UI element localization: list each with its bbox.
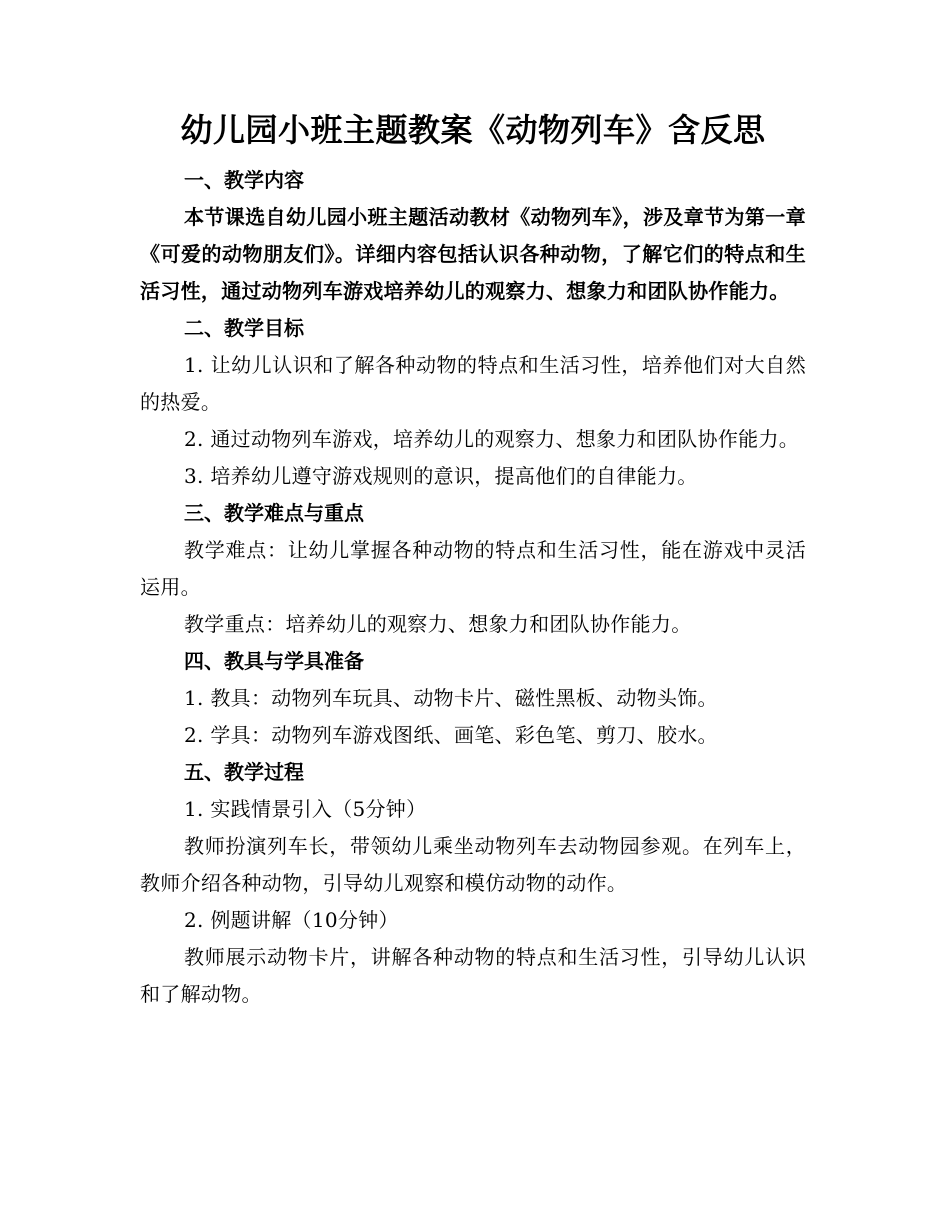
paragraph: 1. 让幼儿认识和了解各种动物的特点和生活习性，培养他们对大自然的热爱。 bbox=[140, 353, 806, 414]
paragraph: 教学重点：培养幼儿的观察力、想象力和团队协作能力。 bbox=[184, 612, 692, 636]
document-page bbox=[140, 108, 806, 1013]
paragraph: 3. 培养幼儿遵守游戏规则的意识，提高他们的自律能力。 bbox=[184, 464, 698, 488]
section-heading: 一、教学内容 bbox=[184, 168, 304, 192]
paragraph: 教师展示动物卡片，讲解各种动物的特点和生活习性，引导幼儿认识和了解动物。 bbox=[140, 945, 806, 1006]
paragraph: 1. 教具：动物列车玩具、动物卡片、磁性黑板、动物头饰。 bbox=[184, 686, 718, 710]
paragraph: 1. 实践情景引入（5分钟） bbox=[184, 797, 427, 821]
paragraph: 本节课选自幼儿园小班主题活动教材《动物列车》，涉及章节为第一章《可爱的动物朋友们》。详细内容包括认识各种动物，了解它们的特点和生活习性，通过动物列车游戏培养幼儿的观察力、想象力和团队协作能力。 bbox=[140, 205, 806, 303]
paragraph: 2. 学具：动物列车游戏图纸、画笔、彩色笔、剪刀、胶水。 bbox=[184, 723, 718, 747]
section-heading: 四、教具与学具准备 bbox=[184, 649, 364, 673]
section-difficulties-focus bbox=[140, 495, 806, 643]
section-heading: 五、教学过程 bbox=[184, 760, 304, 784]
paragraph: 2. 例题讲解（10分钟） bbox=[184, 908, 399, 932]
paragraph: 教师扮演列车长，带领幼儿乘坐动物列车去动物园参观。在列车上，教师介绍各种动物，引导幼儿观察和模仿动物的动作。 bbox=[140, 834, 806, 895]
section-teaching-process bbox=[140, 754, 806, 1013]
section-heading: 二、教学目标 bbox=[184, 316, 304, 340]
paragraph: 2. 通过动物列车游戏，培养幼儿的观察力、想象力和团队协作能力。 bbox=[184, 427, 800, 451]
section-heading: 三、教学难点与重点 bbox=[184, 501, 364, 525]
section-teaching-content bbox=[140, 162, 806, 310]
section-materials bbox=[140, 643, 806, 754]
paragraph: 教学难点：让幼儿掌握各种动物的特点和生活习性，能在游戏中灵活运用。 bbox=[140, 538, 806, 599]
section-teaching-goals bbox=[140, 310, 806, 495]
document-title: 幼儿园小班主题教案《动物列车》含反思 bbox=[180, 111, 766, 149]
